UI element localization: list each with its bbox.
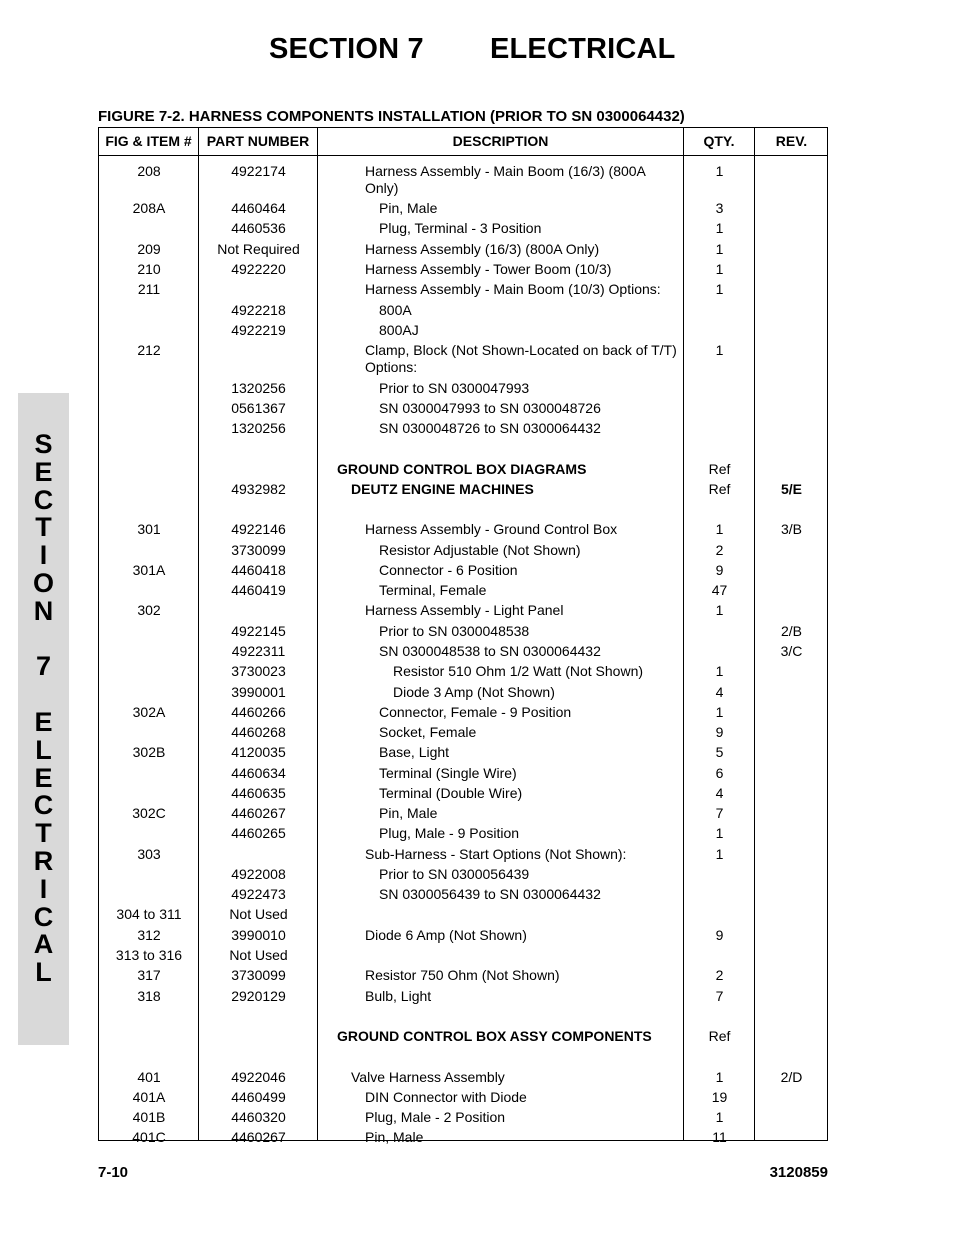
rev-cell: 2/D (780, 1069, 803, 1085)
part-number-cell: 3990001 (231, 684, 286, 700)
part-number-cell: 4922218 (231, 302, 286, 318)
description-cell: Sub-Harness - Start Options (Not Shown): (365, 846, 627, 862)
description-cell: Terminal (Double Wire) (379, 785, 523, 801)
description-cell: 800AJ (379, 322, 419, 338)
part-number-cell: 4460499 (231, 1089, 286, 1105)
description-cell: Socket, Female (379, 724, 477, 740)
rev-cell: 5/E (780, 481, 802, 497)
fig-item-cell: 209 (137, 241, 161, 257)
rev-cell: 3/B (780, 521, 802, 537)
qty-cell: 6 (715, 765, 724, 781)
qty-cell: 9 (715, 724, 724, 740)
side-tab-letter: O (32, 567, 54, 598)
part-number-cell: 4922008 (231, 866, 286, 882)
header-description: DESCRIPTION (452, 133, 549, 149)
description-cell: Harness Assembly - Tower Boom (10/3) (365, 261, 612, 277)
fig-item-cell: 301 (137, 521, 161, 537)
side-tab-letter: C (33, 790, 54, 821)
side-tab-letter: I (39, 540, 48, 571)
description-cell: Terminal, Female (379, 582, 487, 598)
fig-item-cell: 401A (132, 1089, 166, 1105)
description-cell: Diode 6 Amp (Not Shown) (365, 927, 527, 943)
side-tab-letter: T (35, 512, 52, 543)
description-cell: Clamp, Block (Not Shown-Located on back of T/T) Options: (365, 342, 677, 375)
part-number-cell: 4922219 (231, 322, 286, 338)
description-cell: Diode 3 Amp (Not Shown) (393, 684, 555, 700)
description-cell: Pin, Male (379, 200, 438, 216)
part-number-cell: 1320256 (231, 420, 286, 436)
side-tab-letter: N (33, 595, 54, 626)
description-cell: Pin, Male (379, 805, 438, 821)
qty-cell: 1 (715, 704, 724, 720)
description-cell: Harness Assembly - Main Boom (16/3) (800A Only) (365, 163, 646, 196)
part-number-cell: 4922473 (231, 886, 286, 902)
qty-cell: Ref (708, 481, 731, 497)
qty-cell: Ref (708, 1028, 731, 1044)
part-number-cell: 2920129 (231, 988, 286, 1004)
part-number-cell: 4460418 (231, 562, 286, 578)
side-tab-letter: C (33, 901, 54, 932)
side-tab-letter: L (35, 957, 52, 988)
qty-cell: 7 (715, 805, 724, 821)
description-cell: Resistor 510 Ohm 1/2 Watt (Not Shown) (393, 663, 644, 679)
description-cell: SN 0300048538 to SN 0300064432 (379, 643, 601, 659)
description-cell: Bulb, Light (365, 988, 432, 1004)
description-cell: Plug, Male - 9 Position (379, 825, 520, 841)
fig-item-cell: 401C (132, 1129, 166, 1145)
section-side-tab (18, 393, 69, 1045)
qty-cell: 19 (711, 1089, 728, 1105)
qty-cell: 1 (715, 846, 724, 862)
description-cell: GROUND CONTROL BOX DIAGRAMS (337, 461, 587, 477)
qty-cell: 3 (715, 200, 724, 216)
fig-item-cell: 401B (132, 1109, 166, 1125)
fig-item-cell: 304 to 311 (116, 906, 182, 922)
qty-cell: 1 (715, 521, 724, 537)
description-cell: Connector, Female - 9 Position (379, 704, 572, 720)
part-number-cell: 4460265 (231, 825, 286, 841)
part-number-cell: 4922146 (231, 521, 286, 537)
side-tab-letter: C (33, 484, 54, 515)
description-cell: Terminal (Single Wire) (379, 765, 517, 781)
qty-cell: 2 (715, 542, 724, 558)
part-number-cell: 3990010 (231, 927, 286, 943)
qty-cell: 1 (715, 220, 724, 236)
qty-cell: 1 (715, 663, 724, 679)
qty-cell: 9 (715, 562, 724, 578)
qty-cell: 1 (715, 281, 724, 297)
qty-cell: 4 (715, 684, 724, 700)
page-number: 7-10 (98, 1164, 129, 1181)
fig-item-cell: 212 (137, 342, 161, 358)
qty-cell: 5 (715, 744, 724, 760)
description-cell: Prior to SN 0300048538 (379, 623, 530, 639)
fig-item-cell: 302 (137, 602, 161, 618)
description-cell: Prior to SN 0300056439 (379, 866, 530, 882)
header-qty: QTY. (703, 133, 735, 149)
description-cell: SN 0300048726 to SN 0300064432 (379, 420, 601, 436)
part-number-cell: 3730023 (231, 663, 286, 679)
parts-table (98, 127, 828, 1145)
description-cell: Resistor 750 Ohm (Not Shown) (365, 967, 560, 983)
header-divider (99, 155, 827, 156)
side-tab-letter: 7 (35, 651, 52, 682)
fig-item-cell: 317 (137, 967, 161, 983)
fig-item-cell: 318 (137, 988, 161, 1004)
description-cell: Pin, Male (365, 1129, 424, 1145)
fig-item-cell: 302A (132, 704, 166, 720)
part-number-cell: 4922145 (231, 623, 286, 639)
part-number-cell: 4120035 (231, 744, 286, 760)
side-tab-letter: R (33, 845, 54, 876)
part-number-cell: Not Required (217, 241, 300, 257)
description-cell: DIN Connector with Diode (365, 1089, 527, 1105)
side-tab-letter: E (34, 706, 53, 737)
description-cell: Harness Assembly - Ground Control Box (365, 521, 618, 537)
part-number-cell: Not Used (229, 906, 288, 922)
part-number-cell: 4460419 (231, 582, 286, 598)
description-cell: DEUTZ ENGINE MACHINES (351, 481, 534, 497)
description-cell: Connector - 6 Position (379, 562, 518, 578)
part-number-cell: 4922220 (231, 261, 286, 277)
part-number-cell: 3730099 (231, 967, 286, 983)
part-number-cell: 4460320 (231, 1109, 286, 1125)
part-number-cell: 4922174 (231, 163, 286, 179)
description-cell: Plug, Terminal - 3 Position (379, 220, 542, 236)
description-cell: Harness Assembly (16/3) (800A Only) (365, 241, 600, 257)
fig-item-cell: 208A (132, 200, 166, 216)
side-tab-letter: I (39, 873, 48, 904)
part-number-cell: 4460536 (231, 220, 286, 236)
qty-cell: 7 (715, 988, 724, 1004)
section-title: SECTION 7 ELECTRICAL (269, 33, 676, 65)
side-tab-letter: L (35, 734, 52, 765)
qty-cell: 1 (715, 602, 724, 618)
part-number-cell: 4460267 (231, 805, 286, 821)
qty-cell: 4 (715, 785, 724, 801)
rev-cell: 2/B (780, 623, 802, 639)
rev-cell: 3/C (780, 643, 803, 659)
part-number-cell: 4932982 (231, 481, 286, 497)
part-number-cell: 4922046 (231, 1069, 286, 1085)
side-tab-letter: A (33, 929, 54, 960)
fig-item-cell: 401 (137, 1069, 161, 1085)
qty-cell: 1 (715, 342, 724, 358)
side-tab-letter: S (34, 429, 53, 459)
fig-item-cell: 302B (132, 744, 166, 760)
qty-cell: 1 (715, 1109, 724, 1125)
figure-title: FIGURE 7-2. HARNESS COMPONENTS INSTALLATION (PRIOR TO SN 0300064432) (98, 108, 685, 125)
part-number-cell: 4460464 (231, 200, 286, 216)
part-number-cell: 1320256 (231, 380, 286, 396)
part-number-cell: 4460268 (231, 724, 286, 740)
part-number-cell: 3730099 (231, 542, 286, 558)
qty-cell: 9 (715, 927, 724, 943)
part-number-cell: 4460267 (231, 1129, 286, 1145)
fig-item-cell: 302C (132, 805, 166, 821)
part-number-cell: 4460634 (231, 765, 286, 781)
side-tab-letter: E (34, 456, 53, 487)
header-rev: REV. (775, 133, 808, 149)
qty-cell: 1 (715, 261, 724, 277)
description-cell: GROUND CONTROL BOX ASSY COMPONENTS (337, 1028, 652, 1044)
part-number-cell: 4922311 (231, 643, 286, 659)
qty-cell: 1 (715, 1069, 724, 1085)
qty-cell: 2 (715, 967, 724, 983)
document-number: 3120859 (769, 1164, 828, 1181)
part-number-cell: Not Used (229, 947, 288, 963)
fig-item-cell: 211 (137, 281, 161, 297)
description-cell: Harness Assembly - Main Boom (10/3) Options: (365, 281, 661, 297)
qty-cell: 1 (715, 163, 724, 179)
description-cell: Base, Light (379, 744, 450, 760)
side-tab-letter (18, 681, 69, 709)
header-fig-item: FIG & ITEM # (105, 133, 192, 149)
description-cell: Prior to SN 0300047993 (379, 380, 530, 396)
qty-cell: 11 (712, 1129, 727, 1145)
description-cell: Valve Harness Assembly (351, 1069, 505, 1085)
side-tab-letter: T (35, 818, 52, 849)
description-cell: 800A (379, 302, 412, 318)
qty-cell: 1 (715, 825, 724, 841)
qty-cell: 1 (715, 241, 724, 257)
fig-item-cell: 312 (137, 927, 161, 943)
description-cell: Harness Assembly - Light Panel (365, 602, 564, 618)
part-number-cell: 4460266 (231, 704, 286, 720)
description-cell: SN 0300056439 to SN 0300064432 (379, 886, 601, 902)
fig-item-cell: 301A (132, 562, 166, 578)
fig-item-cell: 208 (137, 163, 161, 179)
side-tab-letter: E (34, 762, 53, 793)
fig-item-cell: 210 (137, 261, 161, 277)
qty-cell: 47 (711, 582, 728, 598)
side-tab-letter (18, 626, 69, 654)
description-cell: Resistor Adjustable (Not Shown) (379, 542, 581, 558)
part-number-cell: 4460635 (231, 785, 286, 801)
qty-cell: Ref (708, 461, 731, 477)
header-part-number: PART NUMBER (206, 133, 310, 149)
side-tab-letters (18, 431, 69, 987)
description-cell: Plug, Male - 2 Position (365, 1109, 506, 1125)
fig-item-cell: 313 to 316 (115, 947, 183, 963)
part-number-cell: 0561367 (231, 400, 286, 416)
description-cell: SN 0300047993 to SN 0300048726 (379, 400, 601, 416)
fig-item-cell: 303 (137, 846, 161, 862)
